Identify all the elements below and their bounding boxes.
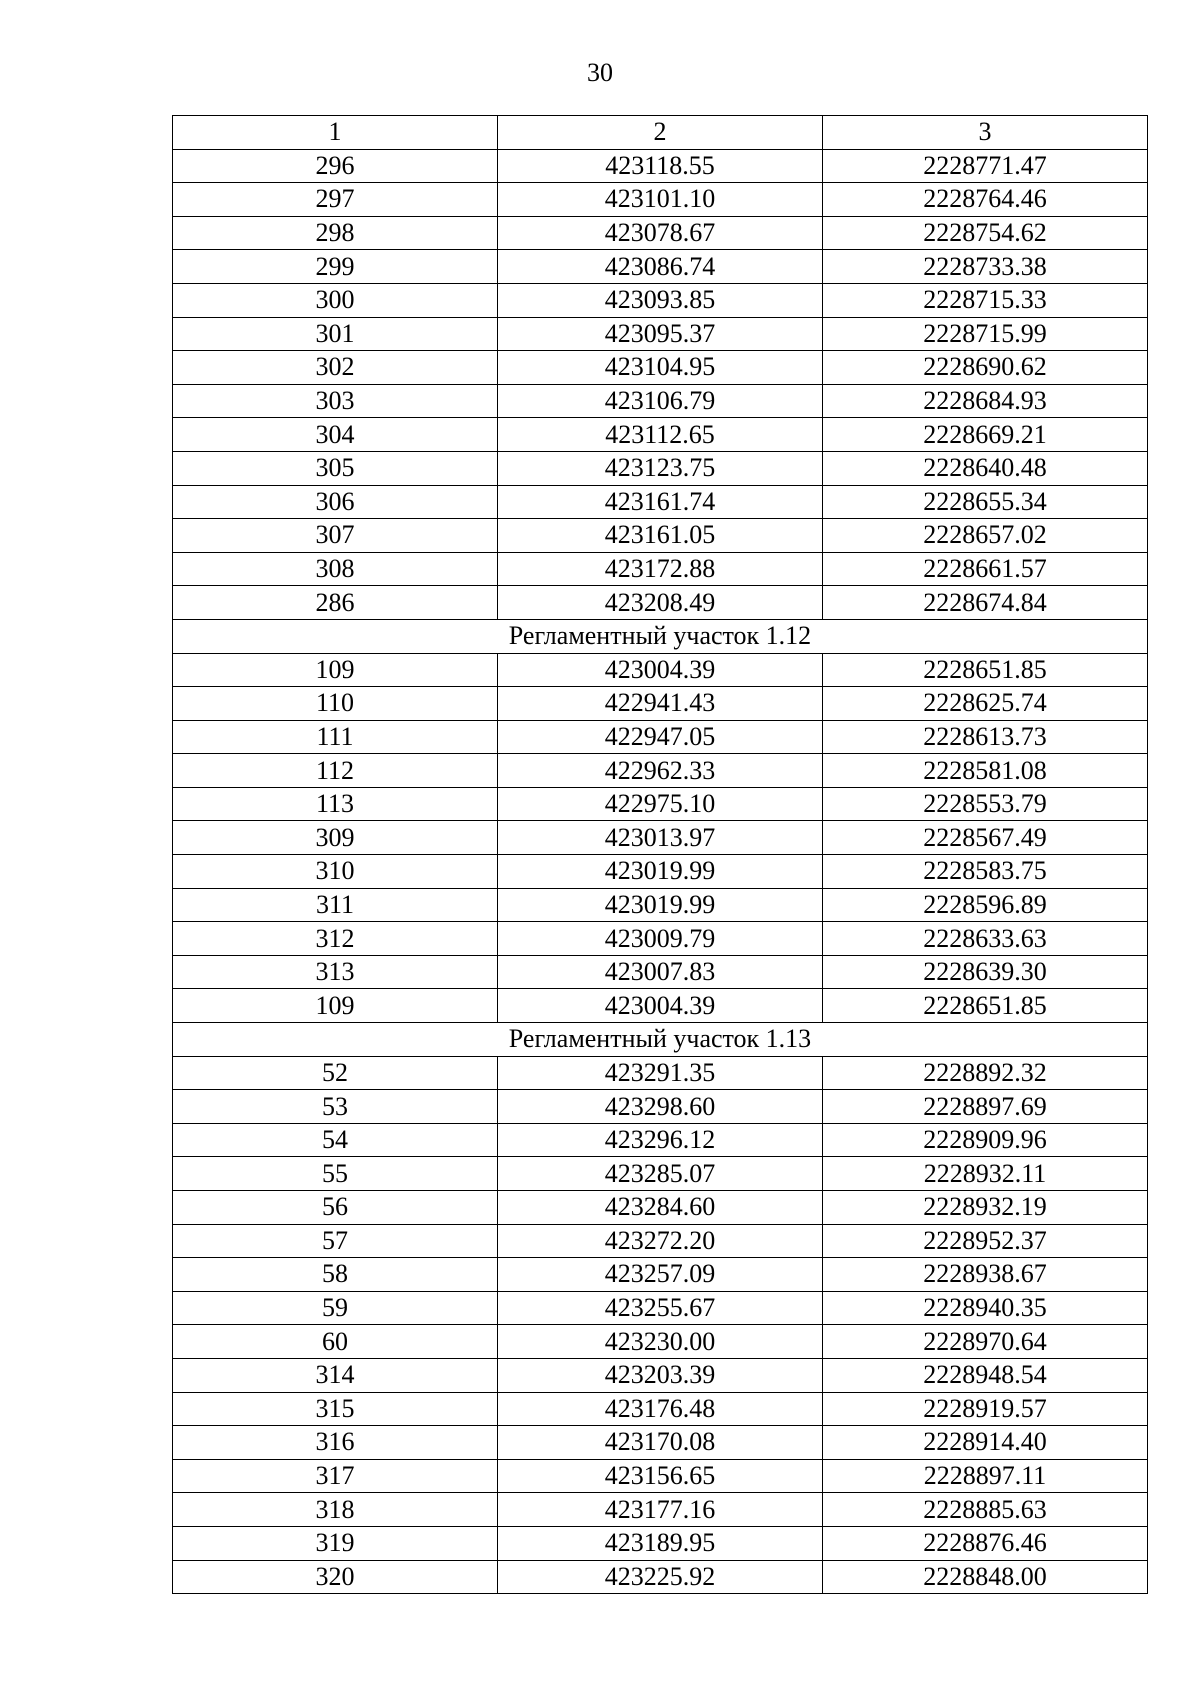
coordinates-table-body	[173, 116, 1148, 1594]
x-coordinate-cell: 423284.60	[498, 1191, 823, 1225]
table-row	[173, 1258, 1148, 1292]
table-row	[173, 653, 1148, 687]
y-coordinate-cell: 2228932.11	[823, 1157, 1148, 1191]
y-coordinate-cell: 2228651.85	[823, 989, 1148, 1023]
y-coordinate-cell: 2228715.33	[823, 283, 1148, 317]
point-number-cell: 113	[173, 787, 498, 821]
x-coordinate-cell: 423257.09	[498, 1258, 823, 1292]
y-coordinate-cell: 2228613.73	[823, 720, 1148, 754]
point-number-cell: 53	[173, 1090, 498, 1124]
point-number-cell: 307	[173, 519, 498, 553]
table-row	[173, 1224, 1148, 1258]
x-coordinate-cell: 423007.83	[498, 955, 823, 989]
x-coordinate-cell: 423093.85	[498, 283, 823, 317]
y-coordinate-cell: 2228764.46	[823, 183, 1148, 217]
table-row	[173, 1123, 1148, 1157]
y-coordinate-cell: 2228938.67	[823, 1258, 1148, 1292]
table-row	[173, 1056, 1148, 1090]
table-row	[173, 183, 1148, 217]
table-row	[173, 855, 1148, 889]
column-header-2: 2	[498, 116, 823, 150]
table-row	[173, 922, 1148, 956]
x-coordinate-cell: 423225.92	[498, 1560, 823, 1594]
table-row	[173, 216, 1148, 250]
point-number-cell: 286	[173, 586, 498, 620]
table-row	[173, 250, 1148, 284]
x-coordinate-cell: 423298.60	[498, 1090, 823, 1124]
y-coordinate-cell: 2228690.62	[823, 351, 1148, 385]
x-coordinate-cell: 423172.88	[498, 552, 823, 586]
x-coordinate-cell: 423161.05	[498, 519, 823, 553]
table-row	[173, 317, 1148, 351]
x-coordinate-cell: 423106.79	[498, 384, 823, 418]
x-coordinate-cell: 423255.67	[498, 1291, 823, 1325]
table-header-row	[173, 116, 1148, 150]
page-number: 30	[587, 58, 613, 87]
table-row	[173, 1560, 1148, 1594]
y-coordinate-cell: 2228919.57	[823, 1392, 1148, 1426]
x-coordinate-cell: 422941.43	[498, 687, 823, 721]
y-coordinate-cell: 2228876.46	[823, 1526, 1148, 1560]
x-coordinate-cell: 423285.07	[498, 1157, 823, 1191]
y-coordinate-cell: 2228657.02	[823, 519, 1148, 553]
x-coordinate-cell: 422962.33	[498, 754, 823, 788]
table-row	[173, 1157, 1148, 1191]
x-coordinate-cell: 422975.10	[498, 787, 823, 821]
table-row	[173, 485, 1148, 519]
x-coordinate-cell: 423013.97	[498, 821, 823, 855]
x-coordinate-cell: 423112.65	[498, 418, 823, 452]
x-coordinate-cell: 423161.74	[498, 485, 823, 519]
y-coordinate-cell: 2228639.30	[823, 955, 1148, 989]
table-row	[173, 888, 1148, 922]
x-coordinate-cell: 423230.00	[498, 1325, 823, 1359]
x-coordinate-cell: 423177.16	[498, 1493, 823, 1527]
x-coordinate-cell: 423078.67	[498, 216, 823, 250]
section-title-row	[173, 619, 1148, 653]
y-coordinate-cell: 2228655.34	[823, 485, 1148, 519]
point-number-cell: 302	[173, 351, 498, 385]
coordinates-table	[172, 115, 1148, 1594]
point-number-cell: 58	[173, 1258, 498, 1292]
point-number-cell: 315	[173, 1392, 498, 1426]
table-row	[173, 1358, 1148, 1392]
point-number-cell: 56	[173, 1191, 498, 1225]
x-coordinate-cell: 423208.49	[498, 586, 823, 620]
point-number-cell: 316	[173, 1426, 498, 1460]
table-row	[173, 821, 1148, 855]
y-coordinate-cell: 2228897.69	[823, 1090, 1148, 1124]
table-row	[173, 351, 1148, 385]
x-coordinate-cell: 423176.48	[498, 1392, 823, 1426]
y-coordinate-cell: 2228771.47	[823, 149, 1148, 183]
point-number-cell: 55	[173, 1157, 498, 1191]
x-coordinate-cell: 423203.39	[498, 1358, 823, 1392]
point-number-cell: 311	[173, 888, 498, 922]
x-coordinate-cell: 423004.39	[498, 989, 823, 1023]
table-row	[173, 754, 1148, 788]
table-row	[173, 283, 1148, 317]
point-number-cell: 296	[173, 149, 498, 183]
point-number-cell: 320	[173, 1560, 498, 1594]
section-title-row	[173, 1023, 1148, 1057]
point-number-cell: 298	[173, 216, 498, 250]
table-row	[173, 1526, 1148, 1560]
table-row	[173, 720, 1148, 754]
point-number-cell: 304	[173, 418, 498, 452]
y-coordinate-cell: 2228625.74	[823, 687, 1148, 721]
x-coordinate-cell: 423189.95	[498, 1526, 823, 1560]
y-coordinate-cell: 2228596.89	[823, 888, 1148, 922]
y-coordinate-cell: 2228754.62	[823, 216, 1148, 250]
x-coordinate-cell: 423156.65	[498, 1459, 823, 1493]
x-coordinate-cell: 423004.39	[498, 653, 823, 687]
y-coordinate-cell: 2228897.11	[823, 1459, 1148, 1493]
y-coordinate-cell: 2228952.37	[823, 1224, 1148, 1258]
table-row	[173, 1325, 1148, 1359]
y-coordinate-cell: 2228567.49	[823, 821, 1148, 855]
x-coordinate-cell: 423291.35	[498, 1056, 823, 1090]
point-number-cell: 300	[173, 283, 498, 317]
section-title: Регламентный участок 1.13	[173, 1023, 1148, 1057]
point-number-cell: 112	[173, 754, 498, 788]
x-coordinate-cell: 422947.05	[498, 720, 823, 754]
table-row	[173, 1291, 1148, 1325]
point-number-cell: 303	[173, 384, 498, 418]
x-coordinate-cell: 423170.08	[498, 1426, 823, 1460]
point-number-cell: 109	[173, 653, 498, 687]
table-row	[173, 1426, 1148, 1460]
point-number-cell: 299	[173, 250, 498, 284]
x-coordinate-cell: 423104.95	[498, 351, 823, 385]
table-row	[173, 687, 1148, 721]
table-row	[173, 384, 1148, 418]
point-number-cell: 297	[173, 183, 498, 217]
column-header-3: 3	[823, 116, 1148, 150]
y-coordinate-cell: 2228581.08	[823, 754, 1148, 788]
y-coordinate-cell: 2228651.85	[823, 653, 1148, 687]
x-coordinate-cell: 423095.37	[498, 317, 823, 351]
y-coordinate-cell: 2228553.79	[823, 787, 1148, 821]
point-number-cell: 310	[173, 855, 498, 889]
table-row	[173, 955, 1148, 989]
y-coordinate-cell: 2228909.96	[823, 1123, 1148, 1157]
y-coordinate-cell: 2228715.99	[823, 317, 1148, 351]
table-row	[173, 519, 1148, 553]
point-number-cell: 52	[173, 1056, 498, 1090]
y-coordinate-cell: 2228661.57	[823, 552, 1148, 586]
y-coordinate-cell: 2228733.38	[823, 250, 1148, 284]
y-coordinate-cell: 2228885.63	[823, 1493, 1148, 1527]
table-row	[173, 1090, 1148, 1124]
table-row	[173, 586, 1148, 620]
x-coordinate-cell: 423019.99	[498, 888, 823, 922]
point-number-cell: 308	[173, 552, 498, 586]
point-number-cell: 313	[173, 955, 498, 989]
x-coordinate-cell: 423101.10	[498, 183, 823, 217]
x-coordinate-cell: 423019.99	[498, 855, 823, 889]
column-header-1: 1	[173, 116, 498, 150]
table-row	[173, 1191, 1148, 1225]
y-coordinate-cell: 2228674.84	[823, 586, 1148, 620]
x-coordinate-cell: 423118.55	[498, 149, 823, 183]
point-number-cell: 314	[173, 1358, 498, 1392]
point-number-cell: 109	[173, 989, 498, 1023]
table-row	[173, 552, 1148, 586]
table-row	[173, 149, 1148, 183]
y-coordinate-cell: 2228669.21	[823, 418, 1148, 452]
y-coordinate-cell: 2228684.93	[823, 384, 1148, 418]
y-coordinate-cell: 2228940.35	[823, 1291, 1148, 1325]
table-row	[173, 451, 1148, 485]
table-row	[173, 418, 1148, 452]
table-row	[173, 1493, 1148, 1527]
y-coordinate-cell: 2228970.64	[823, 1325, 1148, 1359]
point-number-cell: 318	[173, 1493, 498, 1527]
point-number-cell: 309	[173, 821, 498, 855]
y-coordinate-cell: 2228633.63	[823, 922, 1148, 956]
y-coordinate-cell: 2228640.48	[823, 451, 1148, 485]
y-coordinate-cell: 2228848.00	[823, 1560, 1148, 1594]
y-coordinate-cell: 2228948.54	[823, 1358, 1148, 1392]
x-coordinate-cell: 423296.12	[498, 1123, 823, 1157]
point-number-cell: 312	[173, 922, 498, 956]
section-title: Регламентный участок 1.12	[173, 619, 1148, 653]
point-number-cell: 54	[173, 1123, 498, 1157]
point-number-cell: 59	[173, 1291, 498, 1325]
point-number-cell: 301	[173, 317, 498, 351]
point-number-cell: 317	[173, 1459, 498, 1493]
x-coordinate-cell: 423009.79	[498, 922, 823, 956]
y-coordinate-cell: 2228914.40	[823, 1426, 1148, 1460]
x-coordinate-cell: 423123.75	[498, 451, 823, 485]
point-number-cell: 60	[173, 1325, 498, 1359]
table-row	[173, 1392, 1148, 1426]
y-coordinate-cell: 2228892.32	[823, 1056, 1148, 1090]
point-number-cell: 110	[173, 687, 498, 721]
y-coordinate-cell: 2228932.19	[823, 1191, 1148, 1225]
point-number-cell: 111	[173, 720, 498, 754]
y-coordinate-cell: 2228583.75	[823, 855, 1148, 889]
point-number-cell: 306	[173, 485, 498, 519]
table-row	[173, 787, 1148, 821]
point-number-cell: 305	[173, 451, 498, 485]
point-number-cell: 57	[173, 1224, 498, 1258]
x-coordinate-cell: 423272.20	[498, 1224, 823, 1258]
table-row	[173, 1459, 1148, 1493]
x-coordinate-cell: 423086.74	[498, 250, 823, 284]
point-number-cell: 319	[173, 1526, 498, 1560]
table-row	[173, 989, 1148, 1023]
